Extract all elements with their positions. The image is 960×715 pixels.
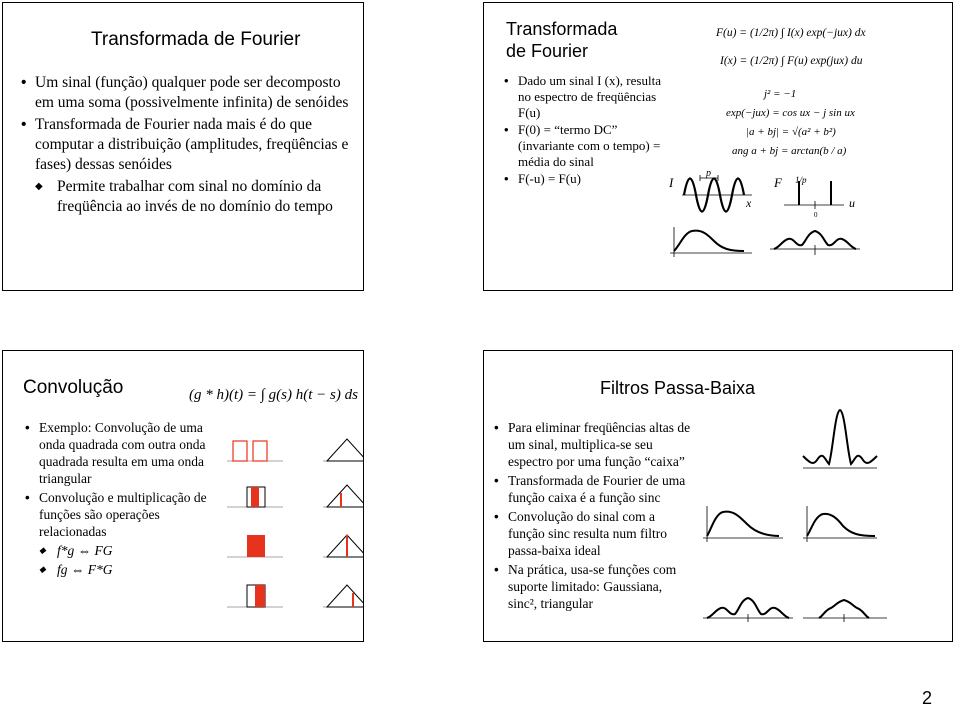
signal-curve-row2 xyxy=(707,512,779,536)
slide4-bullet-1: • Para eliminar freqüências altas de um sinal, multiplica-se seu espectro por uma função “caixa” xyxy=(494,419,694,470)
slide4-bullet-4: • Na prática, usa-se funções com suporte limitado: Gaussiana, sinc², triangular xyxy=(494,561,694,612)
slide3-bullet-2: • Convolução e multiplicação de funções são operações relacionadas xyxy=(25,489,225,540)
conv-row-2 xyxy=(227,485,364,507)
overlap-4 xyxy=(255,585,265,607)
slide1-sub-bullet-1: ◆ Permite trabalhar com sinal no domínio da freqüência ao invés de no domínio do tempo xyxy=(21,177,361,217)
slide4-title: Filtros Passa-Baixa xyxy=(600,378,756,398)
spectrum-axis-label-f: F xyxy=(774,175,782,190)
frequency-label-one-over-p: 1/p xyxy=(795,175,807,185)
slide1-bullet-2: • Transformada de Fourier nada mais é do que computar a distribuição (amplitudes, freqüências e fases) dessas senóides xyxy=(21,115,361,175)
overlap-2 xyxy=(251,487,259,507)
slide-convolution xyxy=(2,350,364,642)
conv-row-3 xyxy=(227,535,364,557)
slide4-bullet-list xyxy=(494,419,694,612)
triangle-result-3 xyxy=(327,535,364,557)
j-squared-equation: j² = −1 xyxy=(764,88,797,100)
overlap-3 xyxy=(247,535,265,557)
slide4-bullet-2: • Transformada de Fourier de uma função caixa é a função sinc xyxy=(494,472,694,506)
fourier-forward-equation: F(u) = (1/2π) ∫ I(x) exp(−jux) dx xyxy=(716,27,866,39)
slide1-bullet-list xyxy=(21,73,361,217)
slide1-bullet-1: • Um sinal (função) qualquer pode ser decomposto em uma soma (possivelmente infinita) de senóides xyxy=(21,73,361,113)
slide2-bullet-list xyxy=(504,73,674,187)
slide4-bullet-3: • Convolução do sinal com a função sinc resulta num filtro passa-baixa ideal xyxy=(494,508,694,559)
slide2-bullet-3: • F(-u) = F(u) xyxy=(504,171,674,187)
slide3-sub-bullet-1: ◆ f*g ⇔ FG xyxy=(25,542,225,559)
slide3-title: Convolução xyxy=(23,377,124,398)
euler-equation: exp(−jux) = cos ux − j sin ux xyxy=(726,107,855,119)
filtered-curve-row2 xyxy=(807,514,875,536)
page-number: 2 xyxy=(921,688,932,708)
signal-and-spectrum-plots xyxy=(664,161,953,291)
signal-axis-label-i: I xyxy=(669,175,674,190)
triangle-result-4 xyxy=(327,585,364,607)
fixed-box-1 xyxy=(253,441,267,461)
period-label-p: p xyxy=(706,168,711,179)
slide-fourier-intro xyxy=(2,2,364,291)
slide3-bullet-list xyxy=(25,419,225,578)
triangle-result-2 xyxy=(327,485,364,507)
moving-box-1 xyxy=(233,441,247,461)
low-pass-filter-plots xyxy=(699,406,949,642)
convolution-formula: (g * h)(t) = ∫ g(s) h(t − s) ds xyxy=(189,387,358,403)
convolution-illustration xyxy=(223,431,364,631)
smooth-signal-curve xyxy=(674,231,744,251)
magnitude-equation: |a + bj| = √(a² + b²) xyxy=(746,126,836,138)
slide2-title-line1: Transformada xyxy=(506,19,618,39)
slide3-bullet-1: • Exemplo: Convolução de uma onda quadrada com outra onda quadrada resulta em uma onda triangular xyxy=(25,419,225,487)
slide-fourier-transform xyxy=(483,2,953,291)
conv-row-4 xyxy=(227,585,364,607)
angle-equation: ang a + bj = arctan(b / a) xyxy=(732,145,847,157)
slide2-bullet-1: • Dado um sinal I (x), resulta no espectro de freqüências F(u) xyxy=(504,73,674,121)
triangle-result-1 xyxy=(327,439,364,461)
slide2-bullet-2: • F(0) = “termo DC” (invariante com o tempo) = média do sinal xyxy=(504,122,674,170)
conv-row-1 xyxy=(227,439,364,461)
slide3-sub-bullet-2: ◆ fg ⇔ F*G xyxy=(25,561,225,578)
slide-low-pass-filters xyxy=(483,350,953,642)
slide2-title-line2: de Fourier xyxy=(506,41,589,61)
spectrum-axis-label-u: u xyxy=(849,196,855,210)
sinc-function-top xyxy=(803,410,877,464)
spectrum-zero-label: 0 xyxy=(814,211,818,219)
fourier-inverse-equation: I(x) = (1/2π) ∫ F(u) exp(jux) du xyxy=(720,55,863,67)
signal-axis-label-x: x xyxy=(746,196,752,210)
slide1-title: Transformada de Fourier xyxy=(91,29,301,50)
